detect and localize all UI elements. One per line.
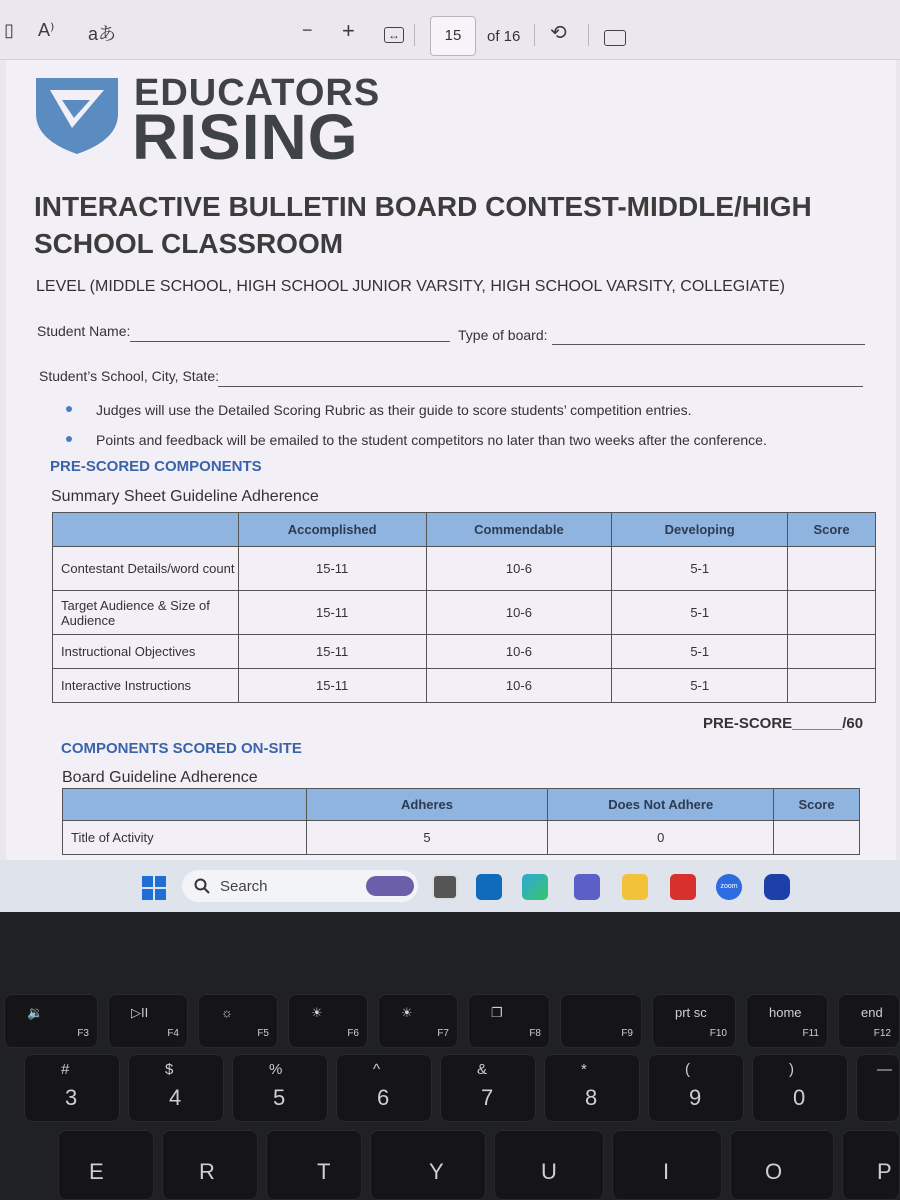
- read-aloud-button[interactable]: A⁾: [38, 20, 55, 40]
- student-name-label: Student Name:: [37, 323, 131, 339]
- file-explorer-icon[interactable]: [622, 874, 648, 900]
- table-cell: 5-1: [612, 635, 788, 669]
- copilot-icon[interactable]: [764, 874, 790, 900]
- board-type-blank[interactable]: [552, 344, 865, 345]
- table-row: [53, 547, 876, 591]
- key-u[interactable]: U: [494, 1130, 604, 1200]
- search-icon: [194, 878, 210, 894]
- table-row: [53, 591, 876, 635]
- board-guideline-table: [62, 788, 860, 855]
- key-f11[interactable]: home F11: [746, 994, 828, 1048]
- key-5[interactable]: % 5: [232, 1054, 328, 1122]
- pdf-toolbar: [0, 0, 900, 60]
- table-cell: 5-1: [612, 669, 788, 703]
- table-row: [53, 635, 876, 669]
- table-cell: Title of Activity: [63, 821, 307, 855]
- score-cell[interactable]: [788, 635, 876, 669]
- key-f5[interactable]: ☼ F5: [198, 994, 278, 1048]
- text-options-button[interactable]: aあ: [88, 24, 117, 44]
- table-cell: 5: [306, 821, 548, 855]
- zoom-out-button[interactable]: −: [302, 20, 313, 40]
- laptop-keyboard: [0, 912, 900, 1200]
- table-row: [63, 821, 860, 855]
- logo-text-rising: RISING: [132, 101, 359, 173]
- table-header: Does Not Adhere: [548, 789, 774, 821]
- key-7[interactable]: & 7: [440, 1054, 536, 1122]
- bullet-text: Points and feedback will be emailed to the student competitors no later than two weeks after the conference.: [96, 432, 767, 448]
- page-total: of 16: [487, 28, 521, 45]
- key-t[interactable]: T: [266, 1130, 362, 1200]
- table-cell: 5-1: [612, 591, 788, 635]
- key-0[interactable]: ) 0: [752, 1054, 848, 1122]
- key-8[interactable]: * 8: [544, 1054, 640, 1122]
- section-heading-pre-scored: PRE-SCORED COMPONENTS: [50, 458, 262, 475]
- score-cell[interactable]: [788, 547, 876, 591]
- key-f4[interactable]: ▷II F4: [108, 994, 188, 1048]
- key-o[interactable]: O: [730, 1130, 834, 1200]
- pre-score-total: PRE-SCORE______/60: [703, 715, 864, 732]
- zoom-in-button[interactable]: +: [342, 18, 355, 43]
- key-f6[interactable]: ☀ F6: [288, 994, 368, 1048]
- table-cell: 15-11: [238, 635, 426, 669]
- table-cell: Instructional Objectives: [53, 635, 239, 669]
- school-label: Student’s School, City, State:: [39, 368, 220, 384]
- table-row: [53, 669, 876, 703]
- score-cell[interactable]: [788, 591, 876, 635]
- level-line: LEVEL (MIDDLE SCHOOL, HIGH SCHOOL JUNIOR VARSITY, HIGH SCHOOL VARSITY, COLLEGIATE): [36, 278, 785, 295]
- table-cell: 15-11: [238, 669, 426, 703]
- table-title-summary-sheet: Summary Sheet Guideline Adherence: [51, 488, 319, 505]
- section-heading-on-site: COMPONENTS SCORED ON-SITE: [61, 740, 302, 757]
- table-header: Commendable: [426, 513, 612, 547]
- table-header: Developing: [612, 513, 788, 547]
- bullet: [66, 406, 72, 412]
- key-f7[interactable]: ☀ F7: [378, 994, 458, 1048]
- toolbar-divider: [534, 24, 535, 46]
- table-header-row: [53, 513, 876, 547]
- search-input[interactable]: [182, 870, 418, 902]
- pdf-page: [6, 60, 896, 860]
- table-header: Accomplished: [238, 513, 426, 547]
- logo-text-educators: EDUCATORS: [134, 72, 381, 114]
- key-e[interactable]: E: [58, 1130, 154, 1200]
- table-header: [53, 513, 239, 547]
- key-f3[interactable]: 🔉 F3: [4, 994, 98, 1048]
- table-header-row: [63, 789, 860, 821]
- windows-start-icon[interactable]: [142, 876, 166, 900]
- summary-sheet-table: [52, 512, 876, 703]
- bullet-text: Judges will use the Detailed Scoring Rubric as their guide to score students’ competition entries.: [96, 402, 692, 418]
- student-name-blank[interactable]: [130, 341, 450, 342]
- zoom-icon[interactable]: zoom: [716, 874, 742, 900]
- board-type-label: Type of board:: [458, 327, 548, 343]
- key-3[interactable]: # 3: [24, 1054, 120, 1122]
- key-4[interactable]: $ 4: [128, 1054, 224, 1122]
- table-cell: 10-6: [426, 635, 612, 669]
- key-f10[interactable]: prt sc F10: [652, 994, 736, 1048]
- table-cell: 10-6: [426, 547, 612, 591]
- table-cell: Target Audience & Size of Audience: [53, 591, 239, 635]
- page-number-input[interactable]: 15: [430, 16, 476, 56]
- school-blank[interactable]: [218, 386, 863, 387]
- table-header: Adheres: [306, 789, 548, 821]
- acrobat-icon[interactable]: [670, 874, 696, 900]
- task-view-icon[interactable]: [432, 874, 458, 900]
- toolbar-divider: [414, 24, 415, 46]
- key-f12[interactable]: end F12: [838, 994, 900, 1048]
- key-r[interactable]: R: [162, 1130, 258, 1200]
- table-title-board-guideline: Board Guideline Adherence: [62, 769, 258, 786]
- fit-to-width-icon[interactable]: ↔: [384, 27, 404, 43]
- toolbar-divider: [588, 24, 589, 46]
- taskbar: [0, 860, 900, 912]
- table-header: Score: [788, 513, 876, 547]
- table-cell: Interactive Instructions: [53, 669, 239, 703]
- search-placeholder: Search: [220, 878, 268, 895]
- key-6[interactable]: ^ 6: [336, 1054, 432, 1122]
- key-f8[interactable]: ❐ F8: [468, 994, 550, 1048]
- table-header: Score: [774, 789, 860, 821]
- rotate-icon[interactable]: ⟲: [550, 22, 567, 44]
- sidebar-toggle-icon[interactable]: ▯: [4, 20, 14, 40]
- teams-icon[interactable]: [574, 874, 600, 900]
- search-highlight-icon: [366, 876, 414, 896]
- key-9[interactable]: ( 9: [648, 1054, 744, 1122]
- edge-icon[interactable]: [522, 874, 548, 900]
- page-title: INTERACTIVE BULLETIN BOARD CONTEST-MIDDLE/HIGH SCHOOL CLASSROOM: [34, 191, 812, 259]
- table-header: [63, 789, 307, 821]
- score-cell[interactable]: [774, 821, 860, 855]
- bullet: [66, 436, 72, 442]
- key-minus[interactable]: —: [856, 1054, 900, 1122]
- table-cell: 15-11: [238, 547, 426, 591]
- score-cell[interactable]: [788, 669, 876, 703]
- key-i[interactable]: I: [612, 1130, 722, 1200]
- page-view-icon[interactable]: [604, 30, 626, 46]
- key-y[interactable]: Y: [370, 1130, 486, 1200]
- key-p[interactable]: P: [842, 1130, 900, 1200]
- table-cell: 0: [548, 821, 774, 855]
- outlook-icon[interactable]: [476, 874, 502, 900]
- table-cell: 15-11: [238, 591, 426, 635]
- key-f9[interactable]: F9: [560, 994, 642, 1048]
- table-cell: Contestant Details/word count: [53, 547, 239, 591]
- educators-rising-logo-icon: [34, 70, 120, 156]
- table-cell: 5-1: [612, 547, 788, 591]
- table-cell: 10-6: [426, 591, 612, 635]
- table-cell: 10-6: [426, 669, 612, 703]
